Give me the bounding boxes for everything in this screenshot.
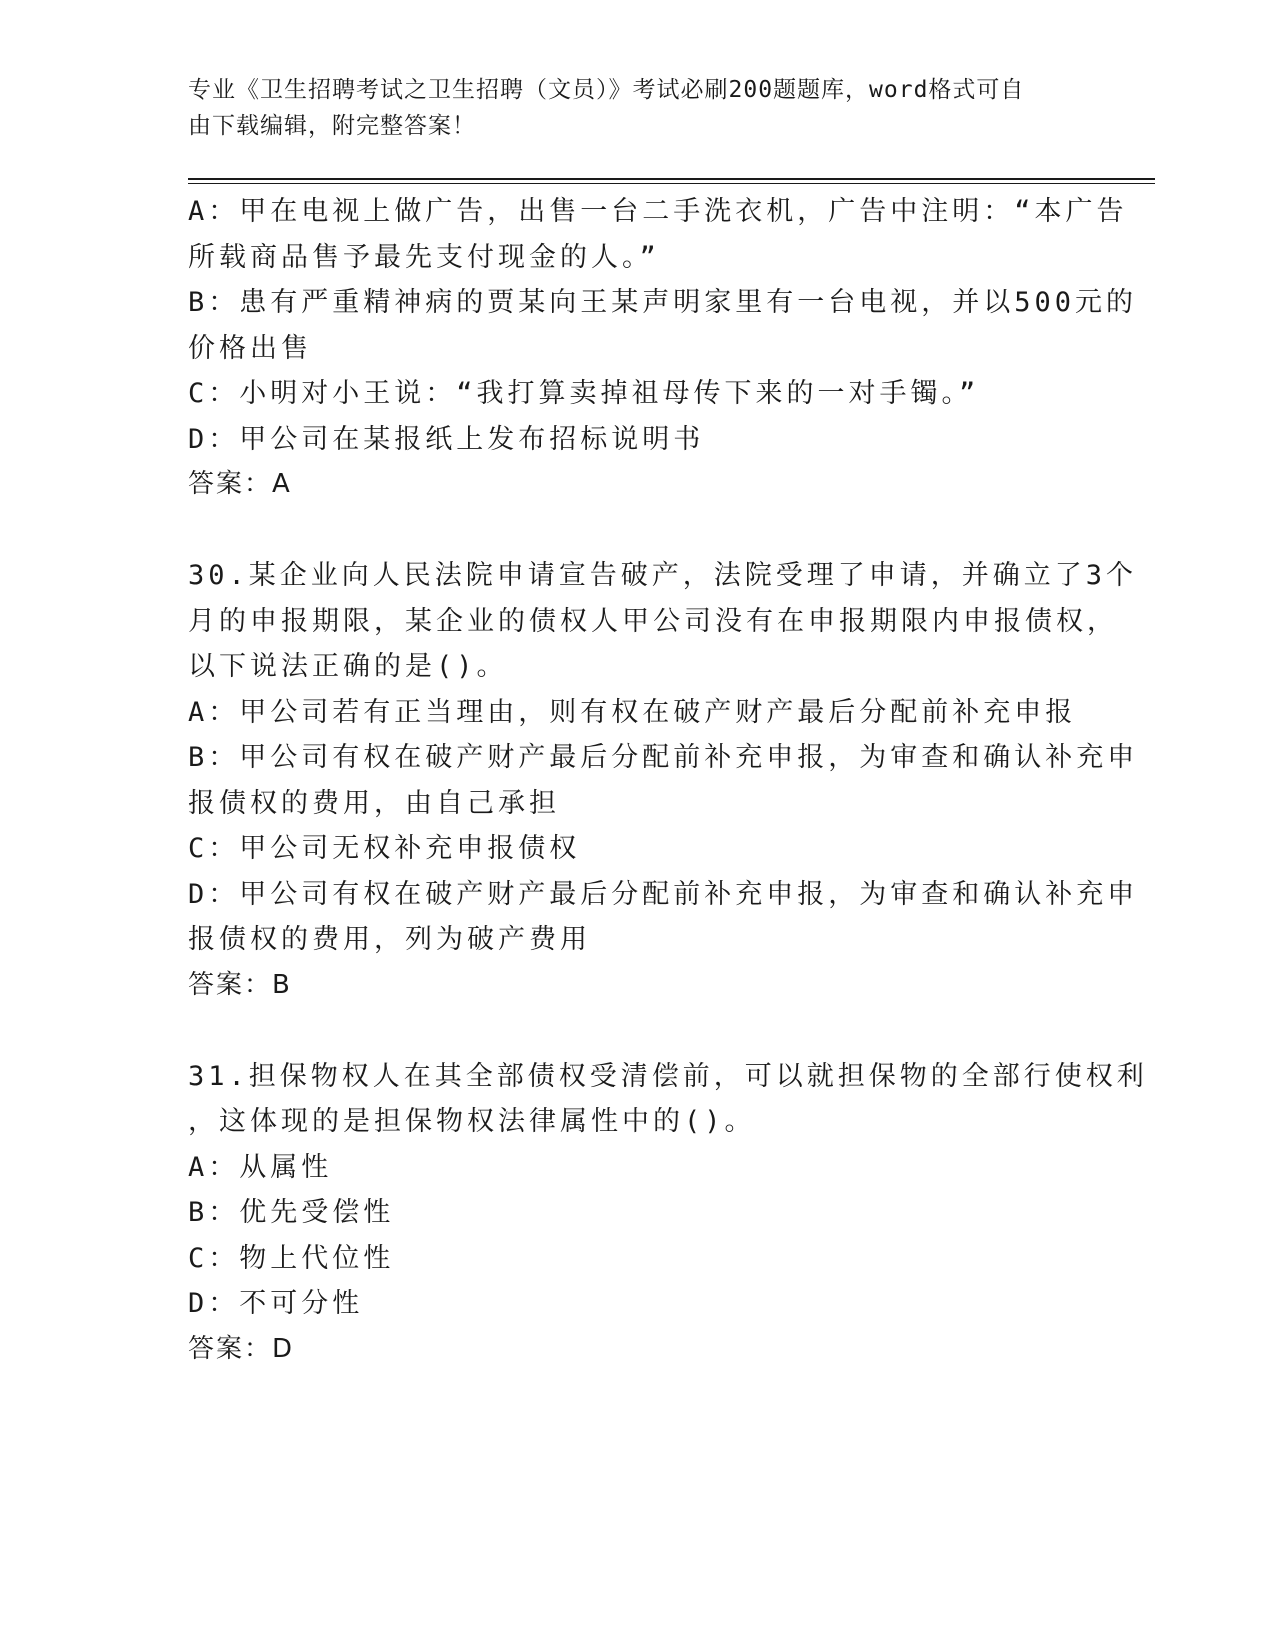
question-31 <box>188 1054 1148 1373</box>
answer: 答案：D <box>188 1333 295 1364</box>
spacer <box>188 508 1088 554</box>
option-b-line-2: 价格出售 <box>188 332 312 364</box>
question-29 <box>188 189 1138 508</box>
question-30 <box>188 553 1139 1008</box>
spacer <box>188 1008 1088 1054</box>
option-b-line-1: B：甲公司有权在破产财产最后分配前补充申报，为审查和确认补充申 <box>188 742 1139 773</box>
document-header <box>188 72 1068 144</box>
header-line-1: 专业《卫生招聘考试之卫生招聘（文员）》考试必刷200题题库，word格式可自 <box>188 77 1025 103</box>
header-line-2: 由下载编辑，附完整答案！ <box>188 113 476 139</box>
answer: 答案：A <box>188 469 292 499</box>
option-a: A：从属性 <box>188 1151 333 1183</box>
option-b: B：优先受偿性 <box>188 1197 395 1228</box>
option-a: A：甲公司若有正当理由，则有权在破产财产最后分配前补充申报 <box>188 696 1077 728</box>
question-stem-line-1: 31.担保物权人在其全部债权受清偿前，可以就担保物的全部行使权利 <box>188 1060 1148 1092</box>
header-rule-thin <box>188 183 1155 184</box>
option-d: D：不可分性 <box>188 1288 364 1319</box>
option-c: C：小明对小王说：“我打算卖掉祖母传下来的一对手镯。” <box>188 378 980 409</box>
option-d: D：甲公司在某报纸上发布招标说明书 <box>188 423 705 455</box>
question-stem-line-3: 以下说法正确的是()。 <box>188 651 508 682</box>
option-a-line-2: 所载商品售予最先支付现金的人。” <box>188 241 660 273</box>
question-stem-line-1: 30.某企业向人民法院申请宣告破产，法院受理了申请，并确立了3个 <box>188 560 1138 591</box>
option-c: C：物上代位性 <box>188 1242 395 1274</box>
option-d-line-1: D：甲公司有权在破产财产最后分配前补充申报，为审查和确认补充申 <box>188 878 1139 910</box>
question-stem-line-2: 月的申报期限，某企业的债权人甲公司没有在申报期限内申报债权， <box>188 605 1118 637</box>
option-a-line-1: A：甲在电视上做广告，出售一台二手洗衣机，广告中注明：“本广告 <box>188 196 1128 227</box>
question-content <box>188 189 1148 1372</box>
option-d-line-2: 报债权的费用，列为破产费用 <box>188 924 591 955</box>
question-stem-line-2: ，这体现的是担保物权法律属性中的()。 <box>188 1106 756 1137</box>
option-c: C：甲公司无权补充申报债权 <box>188 833 581 864</box>
option-b-line-2: 报债权的费用，由自己承担 <box>188 787 560 819</box>
header-rule-thick <box>188 178 1155 180</box>
answer: 答案：B <box>188 969 292 1000</box>
option-b-line-1: B：患有严重精神病的贾某向王某声明家里有一台电视，并以500元的 <box>188 287 1138 318</box>
